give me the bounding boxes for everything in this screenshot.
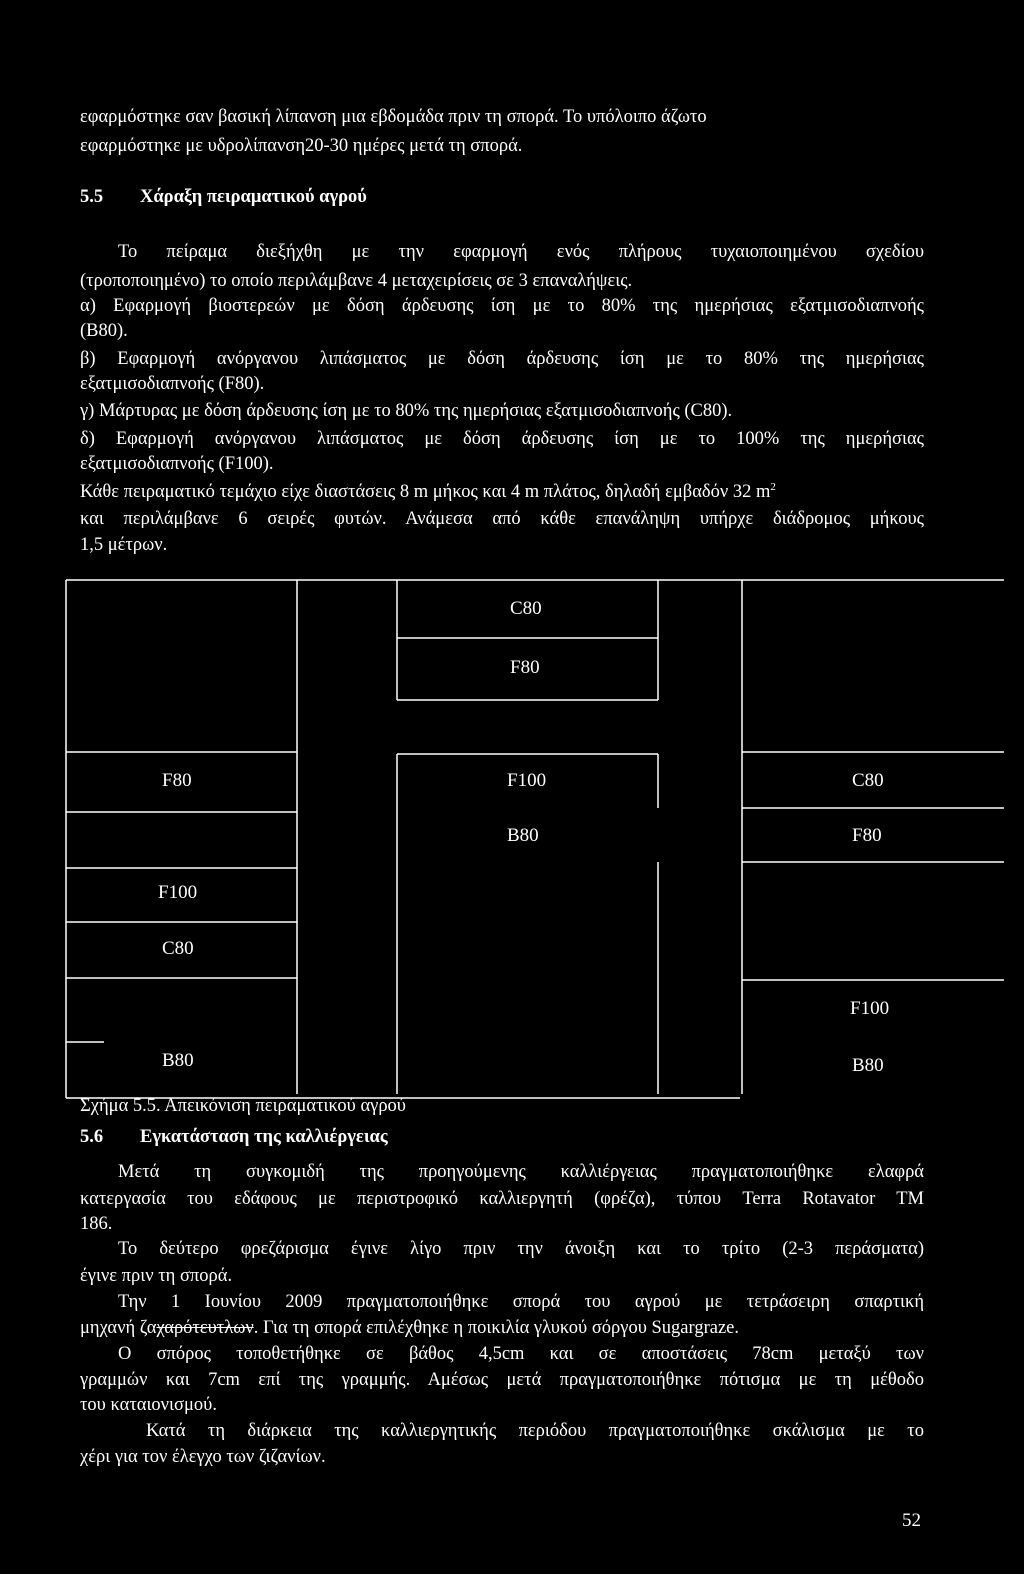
paragraph-line: και περιλάμβανε 6 σειρές φυτών. Ανάμεσα από κάθε επανάληψη υπήρχε διάδρομος μήκους [80, 509, 924, 529]
text-run: μηχανή ζα [80, 1318, 157, 1338]
plot-label-col2-4: B80 [507, 825, 539, 846]
paragraph-line: του καταιονισμού. [80, 1395, 217, 1415]
list-item-a: α) Εφαρμογή βιοστερεών με δόση άρδευσης ίση με το 80% της ημερήσιας εξατμισοδιαπνοής [80, 296, 924, 316]
paragraph-line: γραμμών και 7cm επί της γραμμής. Αμέσως μετά πραγματοποιήθηκε πότισμα με τη μέθοδο [80, 1370, 924, 1390]
paragraph-line: Την 1 Ιουνίου 2009 πραγματοποιήθηκε σπορά του αγρού με τετράσειρη σπαρτική [118, 1292, 924, 1312]
paragraph-line: Το πείραμα διεξήχθη με την εφαρμογή ενός πλήρους τυχαιοποιημένου σχεδίου [118, 242, 924, 262]
paragraph-line: Μετά τη συγκομιδή της προηγούμενης καλλιέργειας πραγματοποιήθηκε ελαφρά [118, 1162, 924, 1182]
plot-label-col3-3: F100 [850, 998, 890, 1019]
list-item-a-cont: (Β80). [80, 321, 128, 341]
plot-dimensions-text: Κάθε πειραματικό τεμάχιο είχε διαστάσεις 8 m μήκος και 4 m πλάτος, δηλαδή εμβαδόν 32 m [80, 482, 771, 502]
paragraph-line: (τροποποιημένο) το οποίο περιλάμβανε 4 μεταχειρίσεις σε 3 επαναλήψεις. [80, 271, 633, 291]
paragraph-line: έγινε πριν τη σπορά. [80, 1266, 233, 1286]
page-number: 52 [902, 1510, 921, 1531]
paragraph-line: Ο σπόρος τοποθετήθηκε σε βάθος 4,5cm και σε αποστάσεις 78cm μεταξύ των [118, 1344, 924, 1364]
paragraph-line: 186. [80, 1214, 113, 1234]
plot-label-col3-2: F80 [852, 825, 882, 846]
section-title: Χάραξη πειραματικού αγρού [140, 187, 367, 207]
plot-label-col1-1: F80 [162, 770, 192, 791]
plot-label-col1-2: F100 [158, 882, 198, 903]
superscript: 2 [770, 480, 776, 493]
paragraph-line: εφαρμόστηκε σαν βασική λίπανση μια εβδομάδα πριν τη σπορά. Το υπόλοιπο άζωτο [80, 107, 707, 127]
section-number: 5.5 [80, 187, 104, 207]
figure-caption: Σχήμα 5.5. Απεικόνιση πειραματικού αγρού [80, 1096, 406, 1116]
list-item-d-cont: εξατμισοδιαπνοής (F100). [80, 454, 274, 474]
struck-text: χαρότευτλων [156, 1318, 254, 1338]
section-heading [80, 1123, 388, 1152]
list-item-d: δ) Εφαρμογή ανόργανου λιπάσματος με δόση άρδευσης ίση με το 100% της ημερήσιας [80, 429, 924, 449]
paragraph-line: κατεργασία του εδάφους με περιστροφικό καλλιεργητή (φρέζα), τύπου Terra Rotavator TM [80, 1189, 924, 1209]
list-item-b-cont: εξατμισοδιαπνοής (F80). [80, 374, 265, 394]
section-title: Εγκατάσταση της καλλιέργειας [140, 1127, 388, 1147]
plot-label-col1-3: C80 [162, 938, 194, 959]
plot-label-col1-4: B80 [162, 1050, 194, 1071]
list-item-b: β) Εφαρμογή ανόργανου λιπάσματος με δόση άρδευσης ίση με το 80% της ημερήσιας [80, 349, 924, 369]
list-item-c: γ) Μάρτυρας με δόση άρδευσης ίση με το 80% της ημερήσιας εξατμισοδιαπνοής (C80). [80, 401, 733, 421]
plot-label-col2-3: F100 [507, 770, 547, 791]
paragraph-line: χέρι για τον έλεγχο των ζιζανίων. [80, 1447, 326, 1467]
paragraph-line: 1,5 μέτρων. [80, 535, 168, 555]
text-run: . Για τη σπορά επιλέχθηκε η ποικιλία γλυκού σόργου Sugargraze. [253, 1318, 739, 1338]
section-number: 5.6 [80, 1127, 104, 1147]
paragraph-line: Το δεύτερο φρεζάρισμα έγινε λίγο πριν την άνοιξη και το τρίτο (2-3 περάσματα) [118, 1239, 924, 1259]
paragraph-line: Κατά τη διάρκεια της καλλιεργητικής περιόδου πραγματοποιήθηκε σκάλισμα με το [146, 1421, 924, 1441]
plot-label-col2-2: F80 [510, 657, 540, 678]
plot-label-col2-1: C80 [510, 598, 542, 619]
paragraph-line: εφαρμόστηκε με υδρολίπανση20-30 ημέρες μετά τη σπορά. [80, 136, 523, 156]
paragraph-line [80, 1314, 739, 1343]
plot-label-col3-1: C80 [852, 770, 884, 791]
plot-label-col3-4: B80 [852, 1055, 884, 1076]
